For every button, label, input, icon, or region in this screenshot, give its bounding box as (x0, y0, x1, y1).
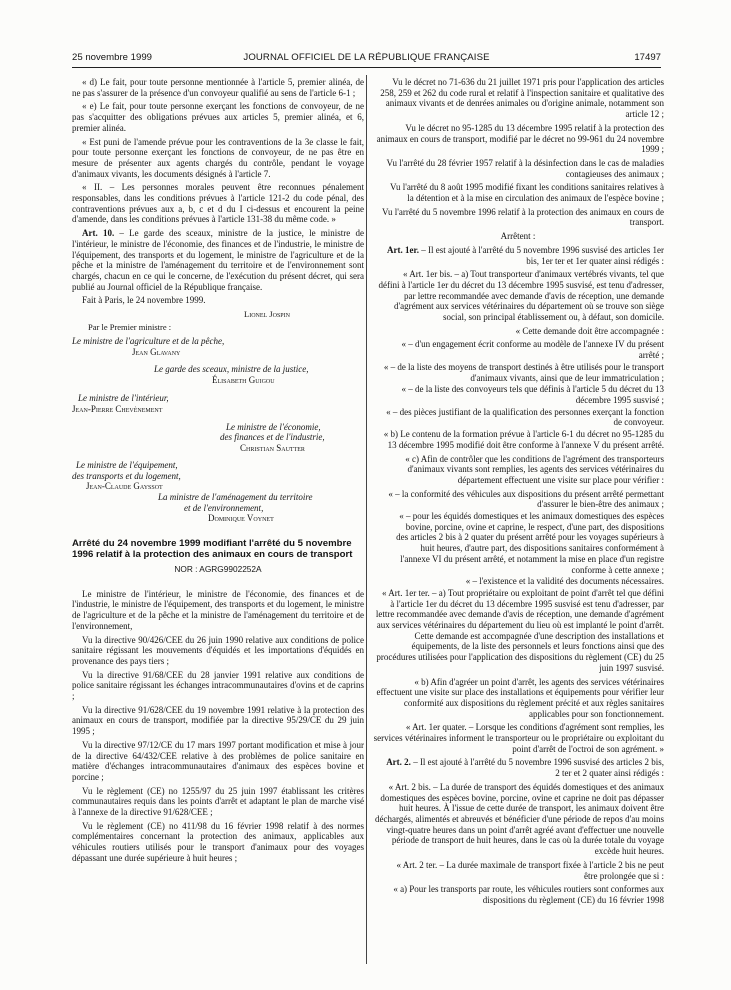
signatures (72, 309, 364, 524)
column-divider (366, 75, 367, 964)
list-item: « – l'existence et la validité des documents nécessaires. (465, 576, 664, 587)
signatory-name: Dominique Voynet (208, 513, 274, 524)
signatory-name: Lionel Jospin (244, 309, 290, 320)
article-label: Art. 2. (386, 757, 411, 768)
requirements-list (382, 339, 664, 428)
paragraph: Vu le décret no 71-636 du 21 juillet 1971 pris pour l'application des articles 258, 259 et 262 du code rural et relatif à l'inspection sanitaire et qualitative des animaux vivants et de denrées animales ou d'origine animale, notamment son article 12 ; (380, 77, 664, 120)
paragraph: Vu la directive 91/628/CEE du 19 novembre 1991 relative à la protection des animaux en cours de transport, modifiée par la directive 95/29/CE du 29 juin 1995 ; (72, 704, 364, 737)
journal-title: JOURNAL OFFICIEL DE LA RÉPUBLIQUE FRANÇAISE (243, 52, 490, 63)
paragraph: Vu le règlement (CE) no 411/98 du 16 février 1998 relatif à des normes complémentaires concernant la protection des animaux, applicables aux véhicules routiers utilisés pour le transport d'animaux pour des voyages dépassant une durée supérieure à huit heures ; (72, 820, 364, 863)
signatory-title: Le ministre de l'agriculture et de la pêche, (72, 336, 225, 347)
paragraph: Vu la directive 97/12/CE du 17 mars 1997 portant modification et mise à jour de la directive 64/432/CEE relative à des problèmes de police sanitaire en matière d'échanges intracommunautaires d'animaux des espèces bovine et porcine ; (72, 739, 364, 782)
signatory-name: Jean-Pierre Chevènement (72, 403, 163, 414)
paragraph: Vu la directive 91/68/CEE du 28 janvier 1991 relative aux conditions de police sanitaire régissant les échanges intracommunautaires d'ovins et de caprins ; (72, 669, 364, 702)
paragraph: Vu le règlement (CE) no 1255/97 du 25 juin 1997 établissant les critères communautaires requis dans les points d'arrêt et adaptant le plan de marche visé à l'annexe de la directive 91/628/CEE ; (72, 785, 364, 818)
article-text: – Il est ajouté à l'arrêté du 5 novembre 1996 susvisé des articles 1er bis, 1er ter et 1er quater ainsi rédigés : (418, 244, 664, 266)
article-1 (372, 245, 664, 266)
decree-title: Arrêté du 24 novembre 1999 modifiant l'arrêté du 5 novembre 1996 relatif à la protection des animaux en cours de transport (72, 538, 353, 561)
article-label: Art. 10. (82, 228, 115, 239)
list-item: « – d'un engagement écrit conforme au modèle de l'annexe IV du présent arrêté ; (401, 339, 664, 361)
paragraph: « Art. 1er ter. – a) Tout propriétaire ou exploitant de point d'arrêt tel que défini à l'article 1er du décret du 13 décembre 1995 susvisé est tenu d'adresser, par lettre recommandée avec demande d'avis de réception, une demande d'agrément aux services vétérinaires du département du lieu où est implanté le point d'arrêt. Cette demande est accompagnée d'une description des installations et équipements, de la liste des personnels et leurs fonctions ainsi que des procédures utilisées pour l'application des dispositions du règlement (CE) du 25 juin 1997 susvisé. (375, 587, 664, 673)
paragraph: « d) Le fait, pour toute personne mentionnée à l'article 5, premier alinéa, de ne pas s'assurer de la présence d'un convoyeur qualifié au sens de l'article 6-1 ; (72, 77, 364, 98)
paragraph: « Est puni de l'amende prévue pour les contraventions de la 3e classe le fait, pour toute personne exerçant les fonctions de convoyeur, de ne pas être en mesure de présenter aux agents chargés du contrôle, pendant le voyage d'animaux vivants, les documents désignés à l'article 7. (72, 136, 364, 179)
paragraph: « Art. 2 bis. – La durée de transport des équidés domestiques et des animaux domestiques des espèces bovine, porcine, ovine et caprine ne doit pas dépasser huit heures. À l'issue de cette durée de transport, les animaux doivent être déchargés, alimentés et abreuvés et bénéficier d'une période de repos d'au moins vingt-quatre heures dans un point d'arrêt agréé avant d'effectuer une nouvelle période de transport de huit heures, dans le cas où la durée totale du voyage excède huit heures. (375, 781, 664, 857)
paragraph: Vu l'arrêté du 5 novembre 1996 relatif à la protection des animaux en cours de transport. (382, 206, 664, 228)
signatory-title: La ministre de l'aménagement du territoire (158, 491, 313, 502)
paragraph: « b) Le contenu de la formation prévue à l'article 6-1 du décret no 95-1285 du 13 décembre 1995 modifié doit être conforme à l'annexe V du présent arrêté. (383, 429, 664, 450)
paragraph: « Art. 1er bis. – a) Tout transporteur d'animaux vertébrés vivants, tel que défini à l'article 1er du décret du 13 décembre 1995 susvisé, est tenu d'adresser, par lettre recommandée avec demande d'avis de réception, une demande d'agrément aux services vétérinaires du département où se trouve son siège social, son principal établissement ou, à défaut, son domicile. (378, 269, 664, 323)
article-10 (72, 228, 364, 292)
signatory-title: Le ministre de l'équipement, (76, 459, 178, 470)
verification-list (382, 489, 664, 587)
nor-reference: NOR : AGRG9902252A (174, 564, 262, 575)
header-date: 25 novembre 1999 (72, 52, 153, 63)
article-text: – Le garde des sceaux, ministre de la justice, le ministre de l'intérieur, le ministre de l'économie, des finances et de l'industrie, le ministre de l'équipement, des transports et du logement, le ministre de l'agriculture et de la pêche et la ministre de l'aménagement du territoire et de l'environnement sont chargés, chacun en ce qui le concerne, de l'exécution du présent décret, qui sera publié au Journal officiel de la République française. (72, 228, 364, 292)
paragraph: « Art. 2 ter. – La durée maximale de transport fixée à l'article 2 bis ne peut être prolongée que si : (396, 859, 664, 881)
article-text: – Il est ajouté à l'arrêté du 5 novembre 1996 susvisé des articles 2 bis, 2 ter et 2 quater ainsi rédigés : (410, 757, 664, 779)
paragraph: Vu l'arrêté du 28 février 1957 relatif à la désinfection dans le cas de maladies contagieuses des animaux ; (386, 157, 664, 179)
header-rule (72, 67, 661, 68)
signature-date: Fait à Paris, le 24 novembre 1999. (82, 295, 206, 306)
left-column (72, 77, 364, 867)
signatory-intro: Par le Premier ministre : (88, 321, 172, 332)
signatory-title: Le garde des sceaux, ministre de la justice, (154, 363, 309, 374)
paragraph: « b) Afin d'agréer un point d'arrêt, les agents des services vétérinaires effectuent une visite sur place des installations et équipements pour vérifier leur conformité aux dispositions du règlement précité et aux règles sanitaires applicables pour son fonctionnement. (376, 676, 664, 719)
article-2 (372, 757, 664, 778)
paragraph: « c) Afin de contrôler que les conditions de l'agrément des transporteurs d'animaux vivants sont remplies, les agents des services vétérinaires du département effectuent une visite sur place pour vérifier : (405, 453, 664, 485)
arretent: Arrêtent : (500, 231, 536, 242)
page-number: 17497 (634, 52, 661, 63)
paragraph: Vu le décret no 95-1285 du 13 décembre 1995 relatif à la protection des animaux en cours de transport, modifié par le décret no 99-961 du 24 novembre 1999 ; (376, 122, 664, 155)
list-item: « – de la liste des moyens de transport destinés à être utilisés pour le transport d'animaux vivants, ainsi que de leur immatriculation ; (383, 361, 664, 383)
paragraph: « e) Le fait, pour toute personne exerçant les fonctions de convoyeur, de ne pas s'acquitter des obligations prévues aux articles 5, premier alinéa, et 6, premier alinéa. (72, 101, 364, 133)
right-column (372, 77, 664, 909)
signatory-title: des finances et de l'industrie, (220, 432, 325, 443)
paragraph: « Cette demande doit être accompagnée : (515, 325, 664, 336)
list-item: « – pour les équidés domestiques et les animaux domestiques des espèces bovine, porcine, ovine et caprine, le respect, d'une part, des dispositions des articles 2 bis à 2 quater du présent arrêté pour les voyages supérieurs à huit heures, d'autre part, des dispositions sanitaires conformément à l'annexe VI du présent arrêté, et notamment la mise en place d'un registre conforme à cette annexe ; (396, 511, 664, 575)
signatory-title: des transports et du logement, (72, 470, 181, 481)
list-item: « – la conformité des véhicules aux dispositions du présent arrêté permettant d'assurer le bien-être des animaux ; (388, 488, 664, 510)
page-header (72, 52, 661, 68)
list-item: « – de la liste des convoyeurs tels que définis à l'article 5 du décret du 13 décembre 1995 susvisé ; (401, 384, 664, 405)
signatory-name: Jean Glavany (132, 347, 181, 358)
signatory-name: Élisabeth Guigou (212, 374, 275, 385)
paragraph: Vu l'arrêté du 8 août 1995 modifié fixant les conditions sanitaires relatives à la détention et à la mise en circulation des animaux de l'espèce bovine ; (389, 182, 664, 204)
paragraph: Vu la directive 90/426/CEE du 26 juin 1990 relative aux conditions de police sanitaire régissant les mouvements d'équidés et les importations d'équidés en provenance des pays tiers ; (72, 634, 364, 666)
signatory-title: et de l'environnement, (184, 502, 264, 513)
list-item: « – des pièces justifiant de la qualification des personnes exerçant la fonction de convoyeur. (386, 406, 664, 428)
signatory-title: Le ministre de l'économie, (226, 421, 321, 432)
paragraph: Le ministre de l'intérieur, le ministre de l'économie, des finances et de l'industrie, le ministre de l'équipement, des transports et du logement, le ministre de l'agriculture et de la pêche et la ministre de l'aménagement du territoire et de l'environnement, (72, 588, 364, 631)
signatory-name: Jean-Claude Gayssot (86, 481, 163, 492)
signatory-name: Christian Sautter (240, 443, 305, 454)
paragraph: « Art. 1er quater. – Lorsque les conditions d'agrément sont remplies, les services vétérinaires informent le transporteur ou le propriétaire ou exploitant du point d'arrêt de l'octroi de son agrément. » (373, 722, 664, 754)
paragraph: « a) Pour les transports par route, les véhicules routiers sont conformes aux dispositions du règlement (CE) du 16 février 1998 (393, 884, 664, 905)
article-label: Art. 1er. (387, 244, 419, 255)
paragraph: « II. – Les personnes morales peuvent être reconnues pénalement responsables, dans les conditions prévues à l'article 121-2 du code pénal, des contraventions prévues aux a, b, c et d du I ci-dessus et encourent la peine d'amende, dans les conditions prévues à l'article 131-38 du même code. » (72, 182, 364, 225)
signatory-title: Le ministre de l'intérieur, (78, 393, 169, 404)
